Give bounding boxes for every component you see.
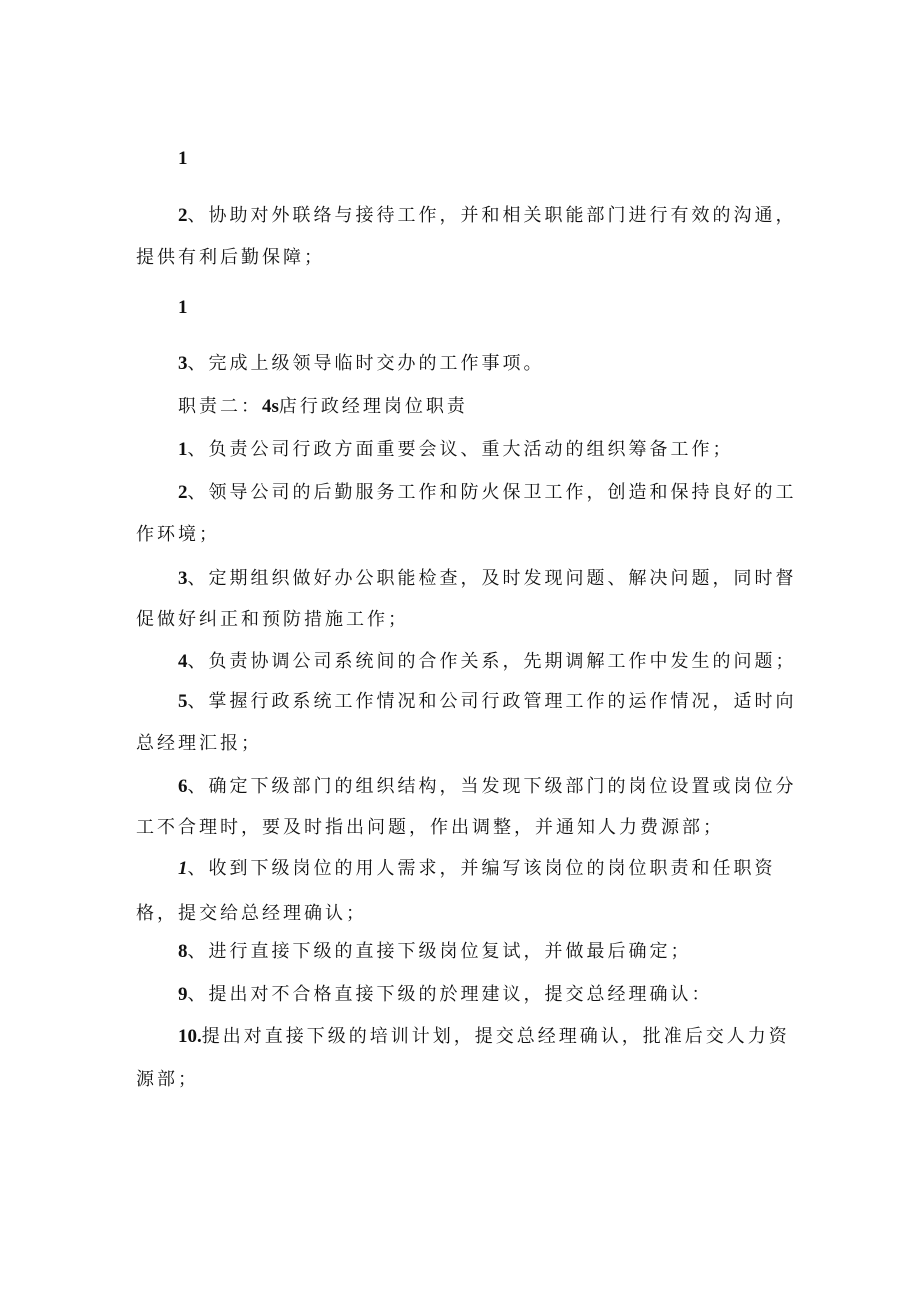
- item-number: 6: [178, 776, 188, 797]
- list-item-line-1: [178, 775, 797, 799]
- item-number: 10.: [178, 1026, 202, 1047]
- item-text: 、完成上级领导临时交办的工作事项。: [187, 353, 545, 374]
- item-number: 8: [178, 941, 188, 962]
- item-text: 工不合理时，要及时指出问题，作出调整，并通知人力费源部；: [136, 817, 724, 838]
- list-item-line-2: [136, 1068, 199, 1092]
- item-number: 5: [178, 691, 188, 712]
- item-number: 1: [178, 439, 188, 460]
- list-item-line-2: [136, 732, 262, 756]
- paragraph-2-line-2: [136, 246, 325, 270]
- heading-suffix: 店行政经理岗位职责: [278, 396, 468, 417]
- item-number: 4: [178, 651, 188, 672]
- marker-text: 1: [178, 148, 191, 169]
- heading-bold: 4s: [262, 396, 279, 417]
- section-heading: [178, 395, 468, 419]
- list-item-line-1: [178, 940, 692, 964]
- item-text: 、提出对不合格直接下级的於理建议，提交总经理确认：: [187, 984, 713, 1005]
- item-text: 总经理汇报；: [136, 733, 262, 754]
- list-item-line-1: [178, 567, 797, 591]
- page-marker-1: [178, 147, 191, 171]
- item-text: 源部；: [136, 1069, 199, 1090]
- item-text: 提出对直接下级的培训计划，提交总经理确认，批准后交人力资: [201, 1026, 790, 1047]
- item-text: 、协助对外联络与接待工作，并和相关职能部门进行有效的沟通，: [187, 205, 797, 226]
- list-item-line-1: [178, 650, 797, 674]
- item-text: 提供有利后勤保障；: [136, 247, 325, 268]
- list-item-line-1: [178, 1025, 790, 1049]
- list-item-line-1: [178, 857, 776, 881]
- item-text: 作环境；: [136, 524, 220, 545]
- list-item-line-1: [178, 481, 797, 505]
- item-text: 、负责公司行政方面重要会议、重大活动的组织筹备工作；: [187, 439, 734, 460]
- item-text: 、收到下级岗位的用人需求，并编写该岗位的岗位职责和任职资: [187, 858, 776, 879]
- item-text: 、进行直接下级的直接下级岗位复试，并做最后确定；: [187, 941, 692, 962]
- item-number: 2: [178, 482, 188, 503]
- page-marker-2: [178, 296, 191, 320]
- paragraph-3-line-1: [178, 352, 545, 376]
- item-text: 格，提交给总经理确认；: [136, 903, 367, 924]
- item-number: 3: [178, 568, 188, 589]
- list-item-line-2: [136, 902, 367, 926]
- item-text: 促做好纠正和预防措施工作；: [136, 609, 409, 630]
- list-item-line-2: [136, 608, 409, 632]
- item-text: 、定期组织做好办公职能检查，及时发现问题、解决问题，同时督: [187, 568, 797, 589]
- item-text: 、负责协调公司系统间的合作关系，先期调解工作中发生的问题；: [187, 651, 797, 672]
- paragraph-2-line-1: [178, 204, 797, 228]
- item-number: 9: [178, 984, 188, 1005]
- list-item-line-2: [136, 523, 220, 547]
- list-item-line-1: [178, 690, 797, 714]
- marker-text: 1: [178, 297, 191, 318]
- item-number: 3: [178, 353, 188, 374]
- list-item-line-1: [178, 983, 713, 1007]
- item-text: 、领导公司的后勤服务工作和防火保卫工作，创造和保持良好的工: [187, 482, 797, 503]
- heading-prefix: 职责二：: [178, 396, 262, 417]
- item-number: 2: [178, 205, 188, 226]
- list-item-line-1: [178, 438, 734, 462]
- list-item-line-2: [136, 816, 724, 840]
- item-text: 、掌握行政系统工作情况和公司行政管理工作的运作情况，适时向: [187, 691, 797, 712]
- item-text: 、确定下级部门的组织结构，当发现下级部门的岗位设置或岗位分: [187, 776, 797, 797]
- item-number: 1: [178, 858, 188, 879]
